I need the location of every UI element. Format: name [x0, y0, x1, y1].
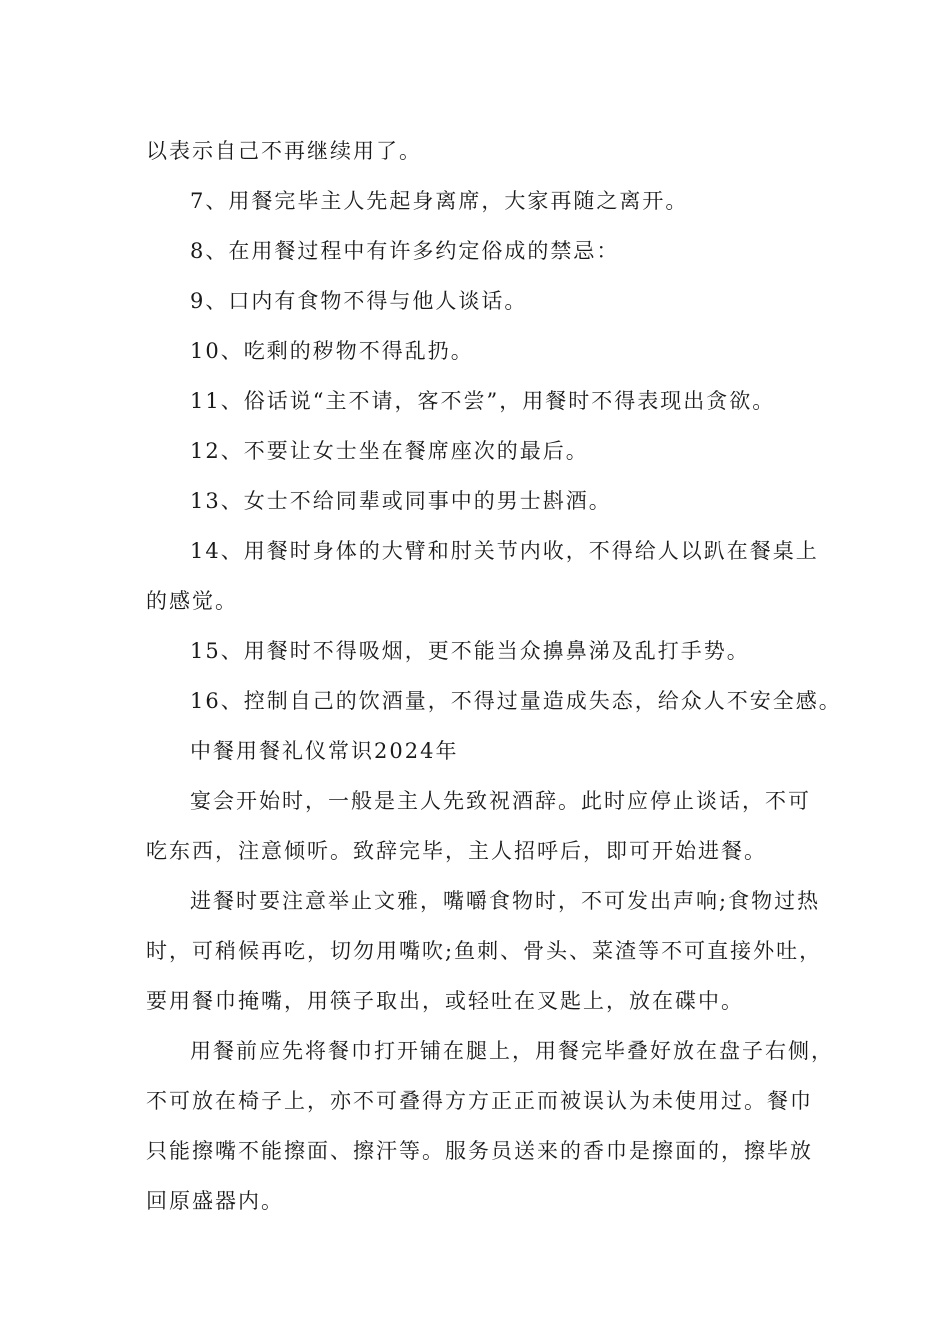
text-line: 吃东西，注意倾听。致辞完毕，主人招呼后，即可开始进餐。: [146, 839, 767, 863]
text-line: 回原盛器内。: [146, 1189, 284, 1213]
text-line: 用餐前应先将餐巾打开铺在腿上，用餐完毕叠好放在盘子右侧，: [190, 1039, 834, 1063]
section-heading: 中餐用餐礼仪常识2024年: [190, 739, 459, 763]
text-line: 不可放在椅子上，亦不可叠得方方正正而被误认为未使用过。餐巾: [146, 1089, 813, 1113]
text-line: 要用餐巾掩嘴，用筷子取出，或轻吐在叉匙上，放在碟中。: [146, 989, 744, 1013]
text-line: 时，可稍候再吃，切勿用嘴吹;鱼刺、骨头、菜渣等不可直接外吐，: [146, 939, 823, 963]
text-line: 15、用餐时不得吸烟，更不能当众擤鼻涕及乱打手势。: [190, 639, 750, 663]
text-line: 16、控制自己的饮酒量，不得过量造成失态，给众人不安全感。: [190, 689, 842, 713]
text-line: 13、女士不给同辈或同事中的男士斟酒。: [190, 489, 612, 513]
text-line: 12、不要让女士坐在餐席座次的最后。: [190, 439, 589, 463]
text-line: 以表示自己不再继续用了。: [146, 139, 422, 163]
text-line: 的感觉。: [146, 589, 238, 613]
text-line: 14、用餐时身体的大臂和肘关节内收，不得给人以趴在餐桌上: [190, 539, 819, 563]
text-line: 宴会开始时，一般是主人先致祝酒辞。此时应停止谈话，不可: [190, 789, 811, 813]
text-line: 11、俗话说“主不请，客不尝”，用餐时不得表现出贪欲。: [190, 389, 776, 413]
text-line: 7、用餐完毕主人先起身离席，大家再随之离开。: [190, 189, 689, 213]
text-line: 9、口内有食物不得与他人谈话。: [190, 289, 528, 313]
text-line: 进餐时要注意举止文雅，嘴嚼食物时，不可发出声响;食物过热: [190, 889, 821, 913]
text-line: 10、吃剩的秽物不得乱扔。: [190, 339, 474, 363]
text-line: 只能擦嘴不能擦面、擦汗等。服务员送来的香巾是擦面的，擦毕放: [146, 1139, 813, 1163]
text-line: 8、在用餐过程中有许多约定俗成的禁忌：: [190, 239, 620, 263]
